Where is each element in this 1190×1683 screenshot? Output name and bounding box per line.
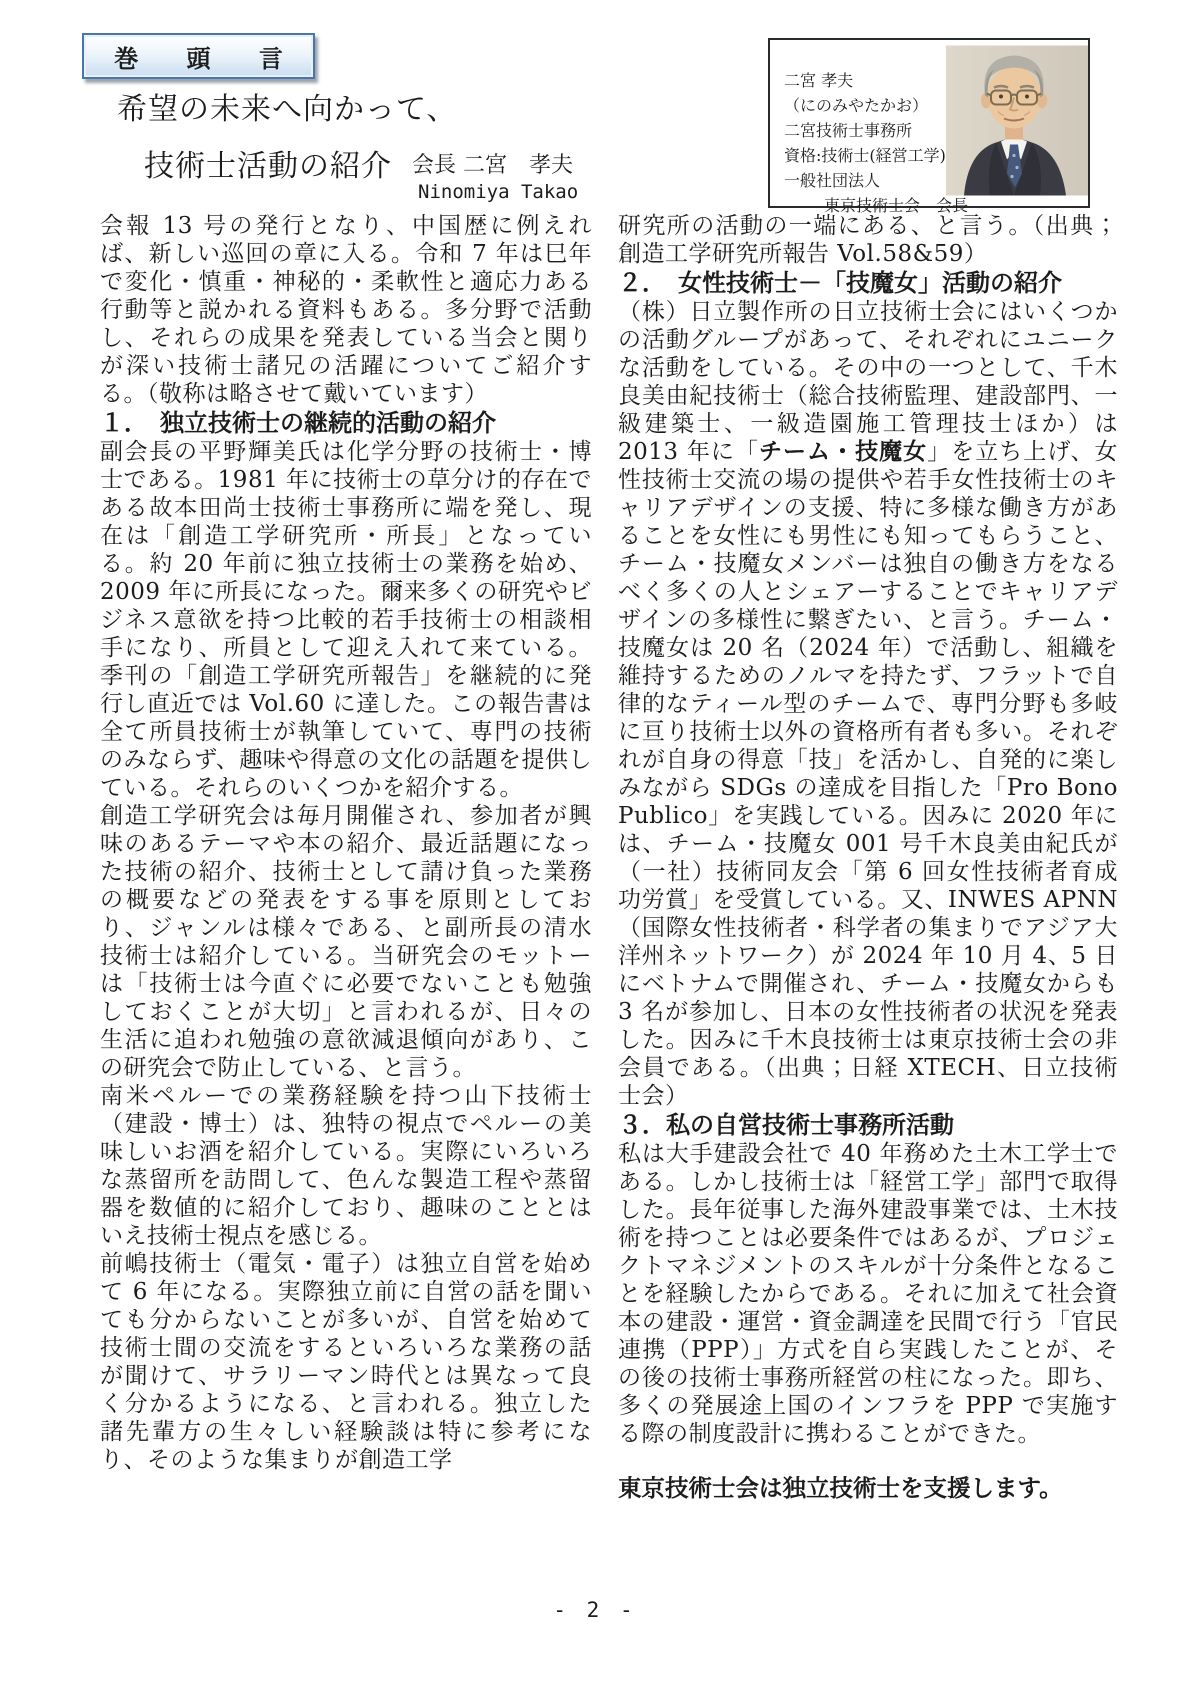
section1-paragraph-1: 副会長の平野輝美氏は化学分野の技術士・博士である。1981 年に技術士の草分け的存在である故本田尚士技術士事務所に端を発し、現在は「創造工学研究所・所長」となっている。約 20 年前に独立技術士の業務を始め、2009 年に所長になった。爾来多くの研究やビジネス意欲を持つ比較的若手技術士の相談相手になり、所員として迎え入れて来ている。季刊の「創造工学研究所報告」を継続的に発行し直近では Vol.60 に達した。この報告書は全て所員技術士が執筆していて、専門の技術のみならず、趣味や得意の文化の話題を提供している。それらのいくつかを紹介する。 [100,439,592,801]
profile-text [784,68,968,218]
profile-line-office: 二宮技術士事務所 [784,121,913,140]
right-column [618,212,1118,1502]
page-title-line2: 技術士活動の紹介 [144,149,392,184]
portrait-photo [946,45,1088,196]
kantogen-badge-label: 巻 頭 言 [114,44,303,73]
section3-heading: ３．私の自営技術士事務所活動 [618,1111,954,1139]
section2-paragraph [618,298,1118,1110]
team-gimajo-bold-text: チーム・技魔女 [758,438,928,465]
intro-paragraph: 会報 13 号の発行となり、中国歴に例えれば、新しい巡回の章に入る。令和 7 年は巳年で変化・慎重・神秘的・柔軟性と適応力ある行動等と説かれる資料もある。多分野で活動し、それらの成果を発表している当会と関りが深い技術士諸兄の活躍についてご紹介する。（敬称は略させて戴いています） [100,213,593,407]
page-number: - 2 - [553,1598,637,1622]
section2-heading: ２． 女性技術士－「技魔女」活動の紹介 [618,269,1062,297]
section2-paragraph-pre: （株）日立製作所の日立技術士会にはいくつかの活動グループがあって、それぞれにユニークな活動をしている。その中の一つとして、千木良美由紀技術士（総合技術監理、建設部門、一級建築士、一級造園施工管理技士ほか）は 2013 年に「 [618,299,1118,465]
profile-line-role: 東京技術士会 会長 [824,196,969,215]
author-name: 会長 二宮 孝夫 [412,153,573,178]
profile-line-qualification: 資格:技術士(経営工学) [784,146,946,165]
section1-paragraph-3: 南米ペルーでの業務経験を持つ山下技術士（建設・博士）は、独特の視点でペルーの美味しいお酒を紹介している。実際にいろいろな蒸留所を訪問して、色んな製造工程や蒸留器を数値的に紹介しており、趣味のこととはいえ技術士視点を感じる。 [100,1083,592,1249]
section2-paragraph-post: 」を立ち上げ、女性技術士交流の場の提供や若手女性技術士のキャリアデザインの支援、特に多様な働き方があることを女性にも男性にも知ってもらうこと、チーム・技魔女メンバーは独自の働き方をなるべく多くの人とシェアーすることでキャリアデザインの多様性に繋ぎたい、と言う。チーム・技魔女は 20 名（2024 年）で活動し、組織を維持するためのノルマを持たず、フラットで自律的なティール型のチームで、専門分野も多岐に亘り技術士以外の資格所有者も多い。それぞれが自身の得意「技」を活かし、自発的に楽しみながら SDGs の達成を目指した「Pro Bono Publico」を実践している。因みに 2020 年には、チーム・技魔女 001 号千木良美由紀氏が（一社）技術同友会「第 6 回女性技術者育成功労賞」を受賞している。又、INWES APNN（国際女性技術者・科学者の集まりでアジア大洋州ネットワーク）が 2024 年 10 月 4、5 日にベトナムで開催され、チーム・技魔女からも 3 名が参加し、日本の女性技術者の状況を発表した。因みに千木良技術士は東京技術士会の非会員である。（出典；日経 XTECH、日立技術士会） [618,439,1118,1109]
section1-paragraph-2: 創造工学研究会は毎月開催され、参加者が興味のあるテーマや本の紹介、最近話題になった技術の紹介、技術士として請け負った業務の概要などの発表をする事を原則としており、ジャンルは様々である、と副所長の清水技術士は紹介している。当研究会のモットーは「技術士は今直ぐに必要でないことも勉強しておくことが大切」と言われるが、日々の生活に追われ勉強の意欲減退傾向があり、この研究会で防止している、と言う。 [100,803,593,1081]
section3-paragraph: 私は大手建設会社で 40 年務めた土木工学士である。しかし技術士は「経営工学」部門で取得した。長年従事した海外建設事業では、土木技術を持つことは必要条件ではあるが、プロジェクトマネジメントのスキルが十分条件となることを経験したからである。それに加えて社会資本の建設・運営・資金調達を民間で行う「官民連携（PPP）」方式を自ら実践したことが、その後の技術士事務所経営の柱になった。即ち、多くの発展途上国のインフラを PPP で実施する際の制度設計に携わることができた。 [618,1141,1119,1447]
author-romaji: Ninomiya Takao [418,181,579,203]
profile-box [768,38,1090,215]
left-column [100,212,592,1474]
section1-heading: １． 独立技術士の継続的活動の紹介 [100,409,496,437]
kantogen-badge [82,33,315,79]
profile-line-kana: （にのみやたかお） [784,96,929,115]
section1-continuation-paragraph: 研究所の活動の一端にある、と言う。（出典；創造工学研究所報告 Vol.58&59） [618,213,1118,267]
profile-line-name: 二宮 孝夫 [784,71,854,90]
profile-line-org: 一般社団法人 [784,171,881,190]
closing-statement: 東京技術士会は独立技術士を支援します。 [618,1474,1063,1502]
page-title-line1: 希望の未来へ向かって、 [117,92,458,127]
section1-paragraph-4: 前嶋技術士（電気・電子）は独立自営を始めて 6 年になる。実際独立前に自営の話を聞いても分からないことが多いが、自営を始めて技術士間の交流をするといろいろな業務の話が聞けて、サラリーマン時代とは異なって良く分かるようになる、と言われる。独立した諸先輩方の生々しい経験談は特に参考になり、そのような集まりが創造工学 [100,1251,593,1473]
